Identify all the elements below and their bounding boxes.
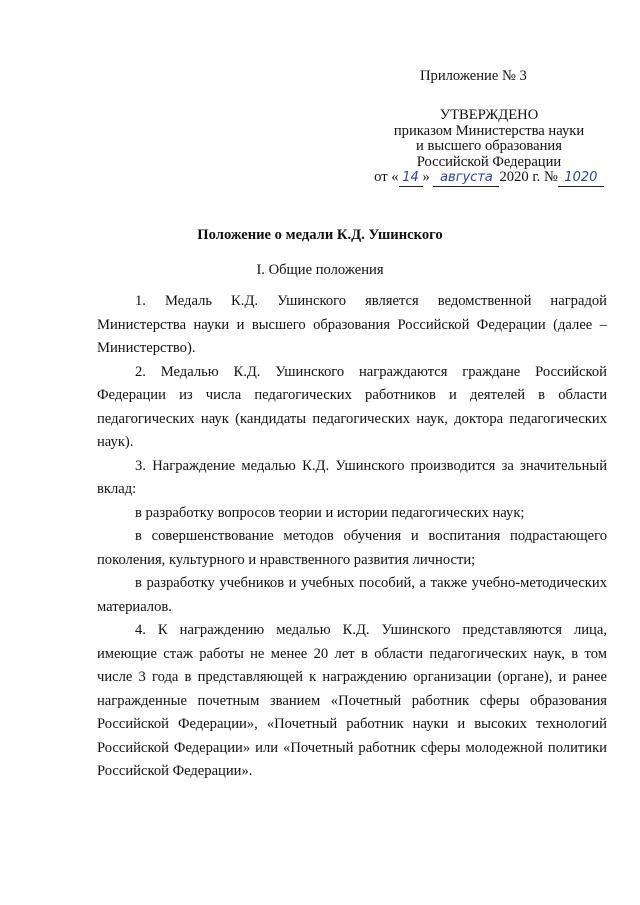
paragraph-3-item-2: в совершенствование методов обучения и воспитания подрастающего поколения, культурного и нравственного развития личности; — [97, 528, 607, 568]
section-title: I. Общие положения — [256, 262, 384, 278]
paragraph-3-item-1: в разработку вопросов теории и истории педагогических наук; — [135, 504, 525, 521]
date-mid: » — [422, 169, 430, 185]
appendix-label: Приложение № 3 — [420, 68, 527, 84]
document-title: Положение о медали К.Д. Ушинского — [197, 227, 443, 243]
approved-heading: УТВЕРЖДЕНО — [439, 107, 539, 123]
paragraph-4: 4. К награждению медалью К.Д. Ушинского представляются лица, имеющие стаж работы не менее 20 лет в области педагогических наук, в том числе 3 года в представляющей к награждению организации (органе), и ранее награжденные почетным званием «Почетный работник сферы образования Российской Федерации», «Почетный работник науки и высоких технологий Российской Федерации» или «Почетный работник сферы молодежной политики Российской Федерации». — [97, 622, 607, 779]
order-number-handwritten: 1020 — [558, 170, 604, 187]
date-prefix: от « — [374, 169, 399, 185]
paragraph-2: 2. Медалью К.Д. Ушинского награждаются граждане Российской Федерации из числа педагогических работников и деятелей в области педагогических наук (кандидаты педагогических наук, доктора педагогических наук). — [97, 363, 607, 450]
paragraph-3: 3. Награждение медалью К.Д. Ушинского производится за значительный вклад: — [97, 457, 607, 497]
order-date-line — [360, 170, 618, 187]
paragraph-1: 1. Медаль К.Д. Ушинского является ведомственной наградой Министерства науки и высшего образования Российской Федерации (далее – Министерство). — [97, 293, 607, 356]
approved-line-3: Российской Федерации — [416, 153, 562, 170]
paragraph-3-item-3: в разработку учебников и учебных пособий, а также учебно-методических материалов. — [97, 575, 607, 615]
approved-line-1: приказом Министерства науки — [393, 122, 585, 139]
date-day-handwritten: 14 — [399, 170, 423, 187]
date-month-handwritten: августа — [433, 170, 499, 187]
approved-line-2: и высшего образования — [416, 138, 562, 154]
date-year: 2020 г. № — [499, 169, 558, 185]
document-body — [97, 290, 607, 784]
approval-block — [360, 108, 618, 187]
